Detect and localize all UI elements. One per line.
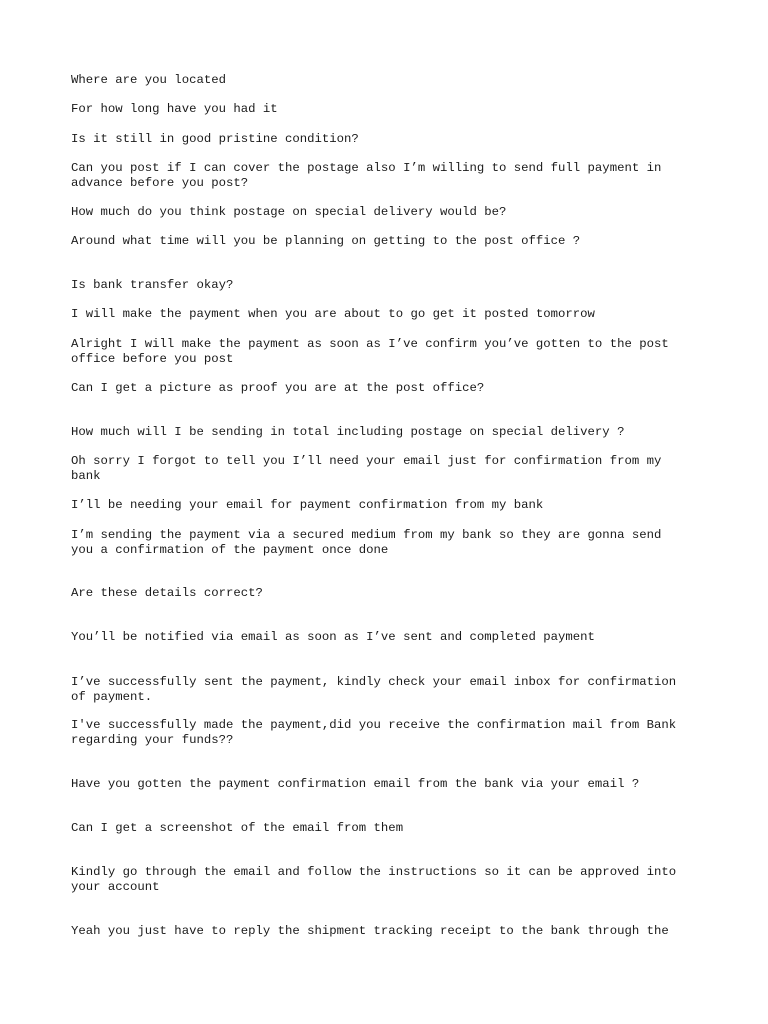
text-line: I will make the payment when you are about to go get it posted tomorrow <box>71 307 595 321</box>
text-line: I’ve successfully sent the payment, kindly check your email inbox for confirmation of payment. <box>71 675 677 704</box>
text-line: Is bank transfer okay? <box>71 278 234 292</box>
text-line: I've successfully made the payment,did you receive the confirmation mail from Bank regarding your funds?? <box>71 718 677 747</box>
text-line: Kindly go through the email and follow the instructions so it can be approved into your account <box>71 865 677 894</box>
text-line: How much do you think postage on special delivery would be? <box>71 205 507 219</box>
text-line: Can I get a screenshot of the email from them <box>71 821 404 835</box>
text-line: I’m sending the payment via a secured medium from my bank so they are gonna send you a confirmation of the payment once done <box>71 528 662 557</box>
text-line: Can you post if I can cover the postage also I’m willing to send full payment in advance before you post? <box>71 161 662 190</box>
text-line: Alright I will make the payment as soon as I’ve confirm you’ve gotten to the post office before you post <box>71 337 669 366</box>
text-line: I’ll be needing your email for payment confirmation from my bank <box>71 498 544 512</box>
text-line: Is it still in good pristine condition? <box>71 132 359 146</box>
text-line: You’ll be notified via email as soon as I’ve sent and completed payment <box>71 630 595 644</box>
text-line: Around what time will you be planning on getting to the post office ? <box>71 234 581 248</box>
text-line: For how long have you had it <box>71 102 278 116</box>
text-line: Where are you located <box>71 73 226 87</box>
text-line: How much will I be sending in total including postage on special delivery ? <box>71 425 625 439</box>
text-line: Yeah you just have to reply the shipment tracking receipt to the bank through the <box>71 924 669 938</box>
text-line: Are these details correct? <box>71 586 263 600</box>
text-line: Have you gotten the payment confirmation email from the bank via your email ? <box>71 777 640 791</box>
text-line: Oh sorry I forgot to tell you I’ll need your email just for confirmation from my bank <box>71 454 662 483</box>
text-line: Can I get a picture as proof you are at the post office? <box>71 381 485 395</box>
